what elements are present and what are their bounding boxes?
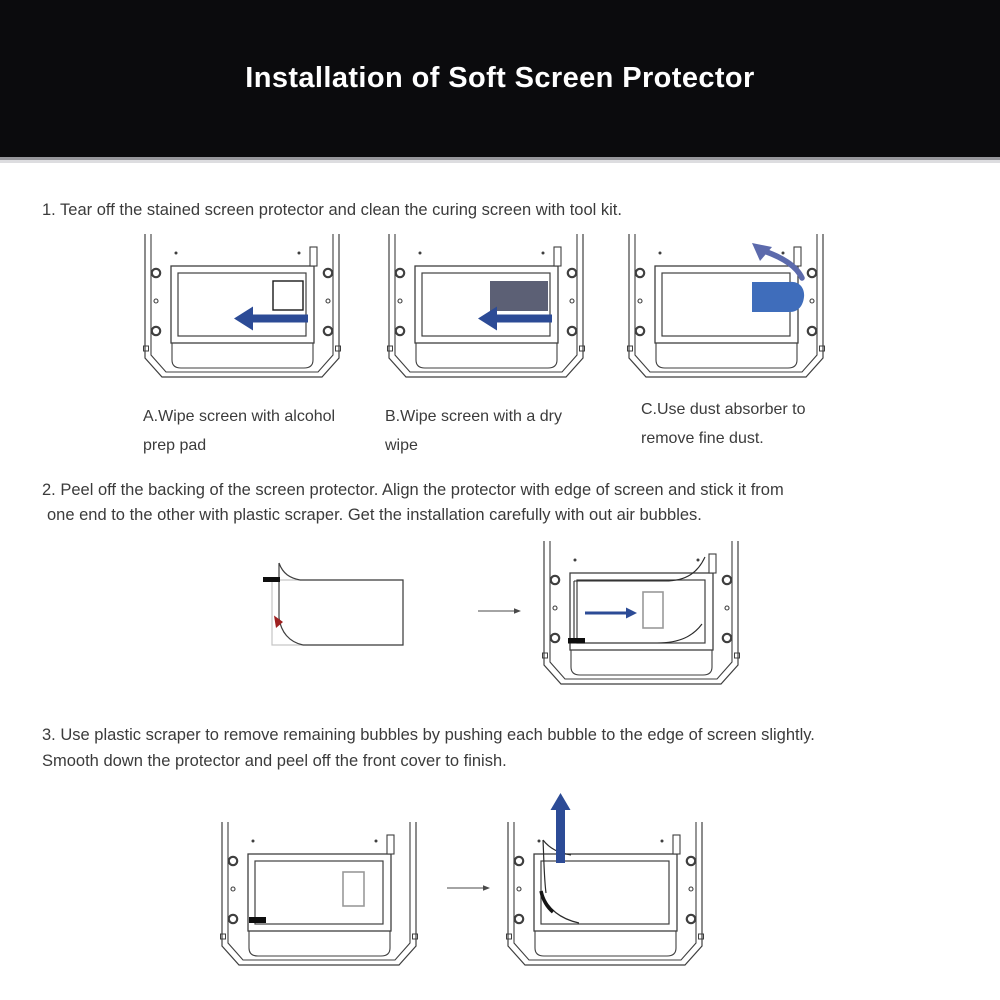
banner-divider-light bbox=[0, 160, 1000, 163]
transition-arrow-icon bbox=[477, 603, 522, 619]
step-3-line2: Smooth down the protector and peel off the front cover to finish. bbox=[42, 752, 507, 770]
caption-a bbox=[143, 402, 373, 460]
caption-a-line2: prep pad bbox=[143, 437, 207, 454]
step-3-text bbox=[42, 722, 815, 774]
step-2-line2: one end to the other with plastic scraper. Get the installation carefully with out air bubbles. bbox=[47, 506, 702, 524]
transition-arrow-icon bbox=[446, 880, 491, 896]
step-1-text: 1. Tear off the stained screen protector and clean the curing screen with tool kit. bbox=[42, 200, 622, 219]
caption-b-line2: wipe bbox=[385, 437, 418, 454]
step-3-line1: 3. Use plastic scraper to remove remaining bubbles by pushing each bubble to the edge of screen slightly. bbox=[42, 726, 815, 744]
title-banner bbox=[0, 0, 1000, 157]
step-2-line1: 2. Peel off the backing of the screen protector. Align the protector with edge of screen and stick it from bbox=[42, 481, 784, 499]
page-title: Installation of Soft Screen Protector bbox=[245, 62, 755, 94]
caption-a-line1: A.Wipe screen with alcohol bbox=[143, 408, 336, 425]
caption-b bbox=[385, 402, 605, 460]
diagram-device-dry-wipe bbox=[386, 234, 586, 384]
caption-c-line2: remove fine dust. bbox=[641, 430, 764, 447]
diagram-device-dust-absorber bbox=[626, 234, 826, 384]
step-2-text bbox=[42, 478, 784, 528]
caption-c bbox=[641, 395, 851, 453]
diagram-protector-backing-peel bbox=[250, 548, 420, 663]
diagram-device-alcohol-pad bbox=[142, 234, 342, 384]
diagram-device-peel-front-cover bbox=[505, 792, 705, 972]
caption-c-line1: C.Use dust absorber to bbox=[641, 401, 806, 418]
diagram-device-apply-protector bbox=[541, 541, 741, 691]
diagram-device-scrape-bubbles bbox=[219, 822, 419, 972]
caption-b-line1: B.Wipe screen with a dry bbox=[385, 408, 562, 425]
